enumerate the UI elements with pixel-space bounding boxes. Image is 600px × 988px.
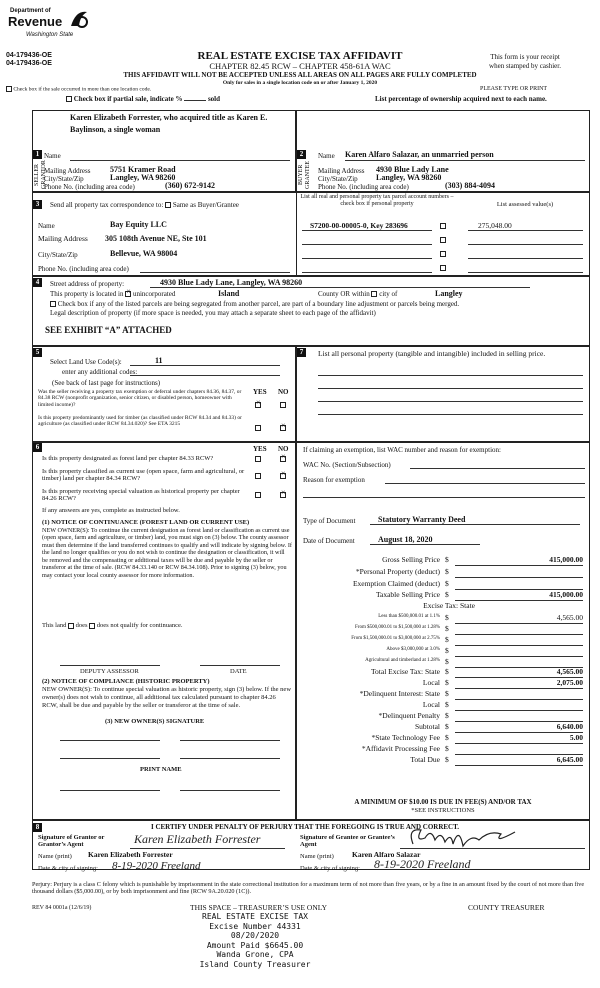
buyer-vertical-label: BUYER GRANTEE	[298, 161, 311, 189]
perjury-note: Perjury: Perjury is a class C felony which is punishable by imprisonment in the state correctional institution for a maximum term of not more than five years, or by a fine in an amount fixed by the court of not more than five thousand dollars ($5,000.00), or by both imprisonment and fine (RCW 9A.20.020 (1C)).	[32, 881, 585, 896]
city-value[interactable]: Langley	[435, 289, 463, 298]
tax-row-dollar: $	[445, 700, 449, 709]
seller-vertical-label: SELLER GRANTOR	[34, 160, 47, 190]
parcel-personal-checkbox-1[interactable]	[440, 222, 446, 230]
send-to-row	[50, 201, 239, 209]
segregated-label: Check box if any of the listed parcels are being segregated from another parcel, are part of a boundary line adjustment or parcels being merged.	[57, 300, 460, 308]
grantee-date-city[interactable]: 8-19-2020 Freeland	[374, 857, 471, 871]
same-as-buyer-checkbox[interactable]	[165, 202, 171, 208]
wa-logo-icon	[68, 8, 90, 30]
county-treasurer: COUNTY TREASURER	[468, 903, 545, 912]
tax-row-dollar: $	[445, 689, 449, 698]
sig-grantee-label: Signature of Grantee or Grantee’s Agent	[300, 834, 395, 849]
land-use-code[interactable]: 11	[155, 356, 163, 365]
s3-city[interactable]: Bellevue, WA 98004	[110, 249, 178, 258]
s5-q2-yes[interactable]	[255, 424, 261, 432]
tax-row-value[interactable]: 5.00	[455, 734, 583, 744]
parcel-personal-checkbox-2[interactable]	[440, 236, 446, 244]
s5-q1-yes[interactable]	[255, 401, 261, 409]
does-label: does	[75, 622, 88, 629]
tax-row-value[interactable]: 4,565.00	[455, 668, 583, 678]
treasurer-space: THIS SPACE – TREASURER’S USE ONLY	[190, 903, 327, 912]
grantor-signature[interactable]: Karen Elizabeth Forrester	[134, 832, 261, 846]
buyer-addr-label: Mailing Address	[318, 167, 365, 175]
segregated-row	[50, 300, 580, 308]
tax-row-label: From $1,500,000.01 to $3,000,000 at 2.75%	[351, 636, 440, 641]
tax-row-label: Gross Selling Price	[382, 555, 440, 564]
located-row	[50, 290, 175, 298]
deputy-assessor-label: DEPUTY ASSESSOR	[80, 668, 139, 675]
doc-date-label: Date of Document	[303, 537, 355, 545]
street-label: Street address of property:	[50, 280, 125, 288]
tax-row-label: Subtotal	[414, 722, 440, 731]
tax-row-value[interactable]	[455, 625, 583, 635]
additional-codes-label: enter any additional codes:	[62, 368, 138, 376]
buyer-addr[interactable]: 4930 Blue Lady Lane	[376, 165, 449, 174]
list-pct: List percentage of ownership acquired next to each name.	[375, 95, 547, 103]
seller-phone[interactable]: (360) 672-9142	[165, 181, 215, 190]
partial-sale-checkbox[interactable]	[66, 96, 72, 102]
tax-row-value[interactable]	[455, 568, 583, 578]
notice-1-title: (1) NOTICE OF CONTINUANCE (FOREST LAND OR CURRENT USE)	[42, 519, 250, 526]
county-row	[318, 290, 397, 298]
buyer-name-label: Name	[318, 152, 335, 160]
s5-question-2: Is this property predominantly used for timber (as classified under RCW 84.34 and 84.33) or agriculture (as classified under RCW 84.34.020)? See ETA 3215	[38, 415, 242, 428]
tax-row-label: Agricultural and timberland at 1.28%	[365, 658, 440, 663]
notice-2-title: (2) NOTICE OF COMPLIANCE (HISTORIC PROPERTY)	[42, 678, 210, 685]
form-title: REAL ESTATE EXCISE TAX AFFIDAVIT	[197, 50, 403, 62]
tax-row-label: Local	[422, 678, 440, 687]
personal-property-label: List all personal property (tangible and intangible) included in selling price.	[318, 349, 546, 358]
doc-date[interactable]: August 18, 2020	[378, 535, 433, 544]
located-label: This property is located in	[50, 290, 124, 298]
tax-row-label: Taxable Selling Price	[375, 590, 440, 599]
tax-row-value[interactable]: 6,645.00	[455, 756, 583, 766]
s5-q1-no[interactable]	[280, 401, 286, 409]
s6-q1-yes[interactable]	[255, 455, 261, 463]
tax-row-label: From $500,000.01 to $1,500,000 at 1.28%	[355, 625, 440, 630]
grantor-date-city[interactable]: 8-19-2020 Freeland	[112, 860, 201, 872]
seller-name-label: Name	[44, 152, 61, 160]
s6-q1-no[interactable]	[280, 455, 286, 463]
s6-q3-yes[interactable]	[255, 491, 261, 499]
stamp-line-1: REAL ESTATE EXCISE TAX	[202, 912, 308, 921]
receipt-note-2: when stamped by cashier.	[489, 62, 561, 70]
stamp-line-5: Wanda Grone, CPA	[216, 950, 294, 960]
reason-label: Reason for exemption	[303, 476, 365, 484]
tax-row-label: Above $3,000,000 at 3.0%	[386, 647, 440, 652]
seller-addr[interactable]: 5751 Kramer Road	[110, 165, 176, 174]
doc-type-label: Type of Document	[303, 517, 356, 525]
partial-sale-label: Check box if partial sale, indicate %	[73, 95, 183, 103]
tax-row-value[interactable]: 415,000.00	[455, 556, 583, 566]
grantor-name-label: Name (print)	[38, 853, 72, 860]
tax-row-value[interactable]	[455, 580, 583, 590]
logo-line1: Department of	[10, 8, 51, 14]
print-name-label: PRINT NAME	[140, 766, 182, 773]
doc-type[interactable]: Statutory Warranty Deed	[378, 515, 466, 524]
stamp-line-3: 08/20/2020	[230, 931, 280, 941]
s3-addr[interactable]: 305 108th Avenue NE, Ste 101	[105, 234, 207, 243]
assessed-value[interactable]: 275,048.00	[478, 221, 512, 230]
s3-name-label: Name	[38, 222, 55, 230]
notice-1-text: NEW OWNER(S): To continue the current designation as forest land or classification as current use (open space, farm and agriculture, or timber) land, you must sign on (3) below. The county assessor must then determine if the land transferred continues to qualify and will indicate by signing below. If the land no longer qualifies or you do not wish to continue the designation or classification, it will be removed and the compensating or additional taxes will be due and payable by the seller or transferor at the time of sale. (RCW 84.33.140 or RCW 84.34.108). Prior to signing (3) below, you may contact your local county assessor for more information.	[42, 527, 292, 579]
county-label: County OR within	[318, 290, 370, 298]
multi-location-label: Check box if the sale occurred in more than one location code.	[13, 86, 152, 93]
tax-row-dollar: $	[445, 646, 449, 655]
stamp-line-6: Island County Treasurer	[199, 959, 311, 969]
tax-row-dollar: $	[445, 667, 449, 676]
buyer-name[interactable]: Karen Alfaro Salazar, an unmarried person	[345, 150, 494, 159]
section-1-number: 1	[33, 150, 42, 159]
does-not-checkbox[interactable]	[89, 623, 95, 629]
tax-row-label: *Delinquent Penalty	[378, 711, 440, 720]
buyer-city[interactable]: Langley, WA 98260	[376, 173, 442, 182]
s5-no-header: NO	[278, 388, 289, 396]
tax-row-label: Exemption Claimed (deduct)	[352, 579, 440, 588]
minimum-due: A MINIMUM OF $10.00 IS DUE IN FEE(S) AND/OR TAX	[354, 798, 532, 806]
section-4-number: 4	[33, 278, 42, 287]
buyer-phone[interactable]: (303) 884-4094	[445, 181, 495, 190]
seller-phone-label: Phone No. (including area code)	[44, 183, 135, 191]
form-id-1: 04-179436-OE	[6, 52, 52, 59]
grantor-date-label: Date & city of signing:	[38, 865, 98, 872]
segregated-checkbox[interactable]	[50, 301, 56, 307]
tax-row-dollar: $	[445, 635, 449, 644]
s6-no-header: NO	[278, 445, 289, 453]
tax-row-value[interactable]	[455, 647, 583, 657]
unincorporated-label: unincorporated	[132, 290, 176, 298]
multi-location-checkbox[interactable]	[6, 86, 12, 92]
seller-city[interactable]: Langley, WA 98260	[110, 173, 176, 182]
grantee-name-label: Name (print)	[300, 853, 334, 860]
type-print: PLEASE TYPE OR PRINT	[480, 86, 548, 92]
tax-row-dollar: $	[445, 711, 449, 720]
tax-row-value[interactable]	[455, 701, 583, 711]
seller-city-label: City/State/Zip	[44, 175, 84, 183]
tax-row-label: Excise Tax: State	[423, 601, 475, 610]
multi-location-row	[6, 86, 151, 93]
tax-row-dollar: $	[445, 624, 449, 633]
tax-row-label: *Affidavit Processing Fee	[361, 744, 440, 753]
tax-row-dollar: $	[445, 755, 449, 764]
section-5-number: 5	[33, 348, 42, 357]
sold-label: sold	[207, 95, 221, 103]
s6-q2-no[interactable]	[280, 472, 286, 480]
s6-q3-no[interactable]	[280, 491, 286, 499]
tax-row-dollar: $	[445, 678, 449, 687]
s6-yes-header: YES	[253, 445, 267, 453]
tax-row-dollar: $	[445, 590, 449, 599]
exemption-label: If claiming an exemption, list WAC number and reason for exemption:	[303, 446, 501, 454]
tax-row-value[interactable]	[455, 745, 583, 755]
tax-row-dollar: $	[445, 555, 449, 564]
s6-question-3: Is this property receiving special valuation as historical property per chapter 84.26 RCW?	[42, 488, 240, 503]
rev-number: REV 84 0001a (12/6/19)	[32, 905, 92, 911]
city-of-checkbox[interactable]	[371, 291, 377, 297]
grantor-name[interactable]: Karen Elizabeth Forrester	[88, 850, 173, 859]
tax-row-label: Local	[422, 700, 440, 709]
s3-city-label: City/State/Zip	[38, 251, 78, 259]
parcel-header: List all real and personal property tax parcel account numbers – check box if personal property	[300, 194, 454, 207]
logo-line2: Revenue	[8, 14, 63, 29]
send-to-label: Send all property tax correspondence to:	[50, 201, 164, 209]
legal-label: Legal description of property (if more space is needed, you may attach a separate sheet to each page of the affidavit)	[50, 309, 376, 317]
section-7-number: 7	[297, 348, 306, 357]
form-id-2: 04-179436-OE	[6, 60, 52, 67]
parcel-personal-checkbox-3[interactable]	[440, 250, 446, 258]
date-label: DATE	[230, 668, 247, 675]
tax-row-label: *State Technology Fee	[371, 733, 440, 742]
tax-row-label: *Personal Property (deduct)	[355, 567, 440, 576]
seller-addr-label: Mailing Address	[44, 167, 91, 175]
grantee-date-label: Date & city of signing:	[300, 865, 360, 872]
tax-row-value[interactable]: 2,075.00	[455, 679, 583, 689]
stamp-line-4: Amount Paid $6645.00	[206, 940, 304, 950]
notice-3-title: (3) NEW OWNER(S) SIGNATURE	[105, 718, 205, 725]
treasurer-stamp	[170, 912, 340, 970]
section-8-number: 8	[33, 823, 42, 832]
tax-row-dollar: $	[445, 733, 449, 742]
logo-line3: Washington State	[26, 32, 74, 38]
s3-addr-label: Mailing Address	[38, 234, 88, 243]
tax-row-value[interactable]	[455, 712, 583, 722]
wac-label: WAC No. (Section/Subsection)	[303, 461, 391, 469]
does-checkbox[interactable]	[68, 623, 74, 629]
tax-row-value[interactable]: 4,565.00	[455, 614, 583, 624]
s5-yes-header: YES	[253, 388, 267, 396]
assessed-header: List assessed value(s)	[496, 201, 554, 208]
notice-2-text: NEW OWNER(S): To continue special valuation as historic property, sign (3) below. If the new owner(s) does not wish to continue, all additional tax calculated pursuant to chapter 84.26 RCW, shall be due and payable by the seller or transferor at the time of sale.	[42, 686, 292, 709]
tax-row-dollar: $	[445, 744, 449, 753]
s6-question-2: Is this property classified as current use (open space, farm and agricultural, or timber) land per chapter 84.34 RCW?	[42, 468, 245, 483]
continuance-row	[42, 622, 183, 629]
if-yes-note: If any answers are yes, complete as instructed below.	[42, 507, 180, 514]
city-of-label: city of	[379, 290, 398, 298]
tax-row-dollar: $	[445, 613, 449, 622]
exhibit-a: SEE EXHIBIT “A” ATTACHED	[45, 325, 172, 335]
parcel-personal-checkbox-4[interactable]	[440, 264, 446, 272]
receipt-note-1: This form is your receipt	[490, 53, 560, 61]
tax-row-dollar: $	[445, 567, 449, 576]
section-3-number: 3	[33, 200, 42, 209]
tax-row-label: Less than $500,000.01 at 1.1%	[378, 614, 440, 619]
street-address[interactable]: 4930 Blue Lady Lane, Langley, WA 98260	[160, 278, 303, 287]
s5-question-1: Was the seller receiving a property tax exemption or deferral under chapters 84.36, 84.37, or 84.38 RCW (nonprofit organization, senior citizen, or disabled person, homeowner with limited income)?	[38, 389, 242, 408]
tax-row-label: *Delinquent Interest: State	[359, 689, 440, 698]
s6-q2-yes[interactable]	[255, 472, 261, 480]
seller-name[interactable]: Karen Elizabeth Forrester, who acquired title as Karen E. Baylinson, a single woman	[70, 113, 268, 134]
s3-phone-label: Phone No. (including area code)	[38, 265, 129, 273]
warning: THIS AFFIDAVIT WILL NOT BE ACCEPTED UNLESS ALL AREAS ON ALL PAGES ARE FULLY COMPLETED	[123, 71, 477, 79]
only-sales: Only for sales in a single location code on or after January 1, 2020	[222, 80, 378, 86]
section-7	[296, 346, 590, 442]
tax-row-label: Total Excise Tax: State	[370, 667, 440, 676]
see-back: (See back of last page for instructions)	[52, 379, 161, 387]
s5-q2-no[interactable]	[280, 424, 286, 432]
section-6-number: 6	[33, 443, 42, 452]
parcel-number[interactable]: S7200-00-00005-0, Key 283696	[310, 221, 408, 230]
tax-row-value[interactable]	[455, 690, 583, 700]
tax-row-dollar: $	[445, 657, 449, 666]
s3-name[interactable]: Bay Equity LLC	[110, 220, 167, 229]
s6-question-1: Is this property designated as forest land per chapter 84.33 RCW?	[42, 455, 214, 462]
tax-row-label: Total Due	[410, 755, 440, 764]
county-value[interactable]: Island	[218, 289, 240, 298]
does-not-label: does not qualify for continuance.	[96, 622, 183, 629]
tax-row-value[interactable]: 6,640.00	[455, 723, 583, 733]
land-use-label: Select Land Use Code(s):	[50, 358, 122, 366]
tax-row-value[interactable]: 415,000.00	[455, 591, 583, 601]
tax-row-value[interactable]	[455, 636, 583, 646]
same-as-buyer-label: Same as Buyer/Grantee	[172, 201, 239, 209]
certify: I CERTIFY UNDER PENALTY OF PERJURY THAT THE FOREGOING IS TRUE AND CORRECT.	[150, 823, 459, 831]
buyer-phone-label: Phone No. (including area code)	[318, 183, 409, 191]
grantee-name[interactable]: Karen Alfaro Salazar	[352, 850, 421, 859]
this-land-label: This land	[42, 622, 67, 629]
stamp-line-2: Excise Number 44331	[209, 921, 301, 931]
dor-logo	[6, 6, 116, 46]
tax-row-dollar: $	[445, 722, 449, 731]
tax-row-dollar: $	[445, 579, 449, 588]
see-instructions: *SEE INSTRUCTIONS	[411, 807, 475, 814]
unincorporated-checkbox[interactable]	[125, 291, 131, 297]
buyer-city-label: City/State/Zip	[318, 175, 358, 183]
chapters: CHAPTER 82.45 RCW – CHAPTER 458-61A WAC	[209, 61, 391, 71]
section-2-number: 2	[297, 150, 306, 159]
partial-sale-row	[66, 95, 220, 103]
sig-grantor-label: Signature of Grantor or Grantor’s Agent	[38, 834, 105, 849]
